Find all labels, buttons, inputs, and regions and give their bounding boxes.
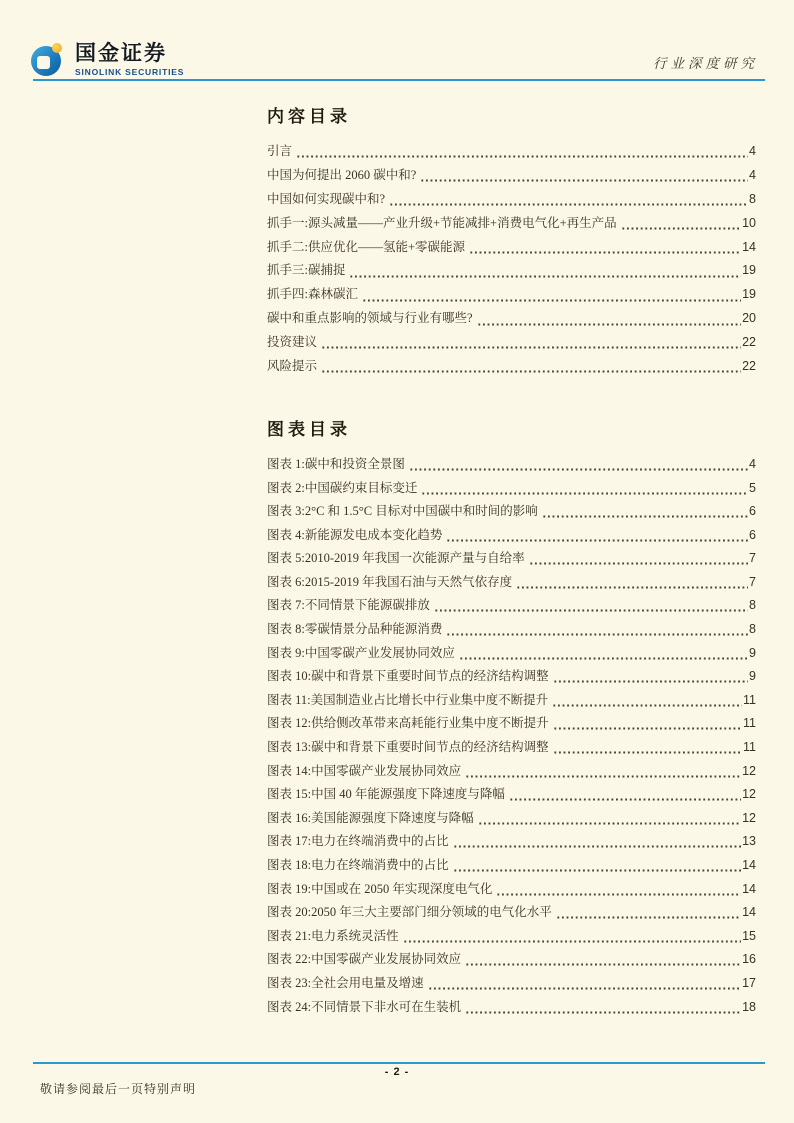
dot-leader <box>496 883 741 897</box>
figure-toc-entry-page: 14 <box>742 905 756 920</box>
dot-leader <box>409 459 748 473</box>
figure-toc-entry[interactable] <box>267 807 756 831</box>
dot-leader <box>556 907 741 921</box>
figure-toc-entry-title: 图表 20:2050 年三大主要部门细分领域的电气化水平 <box>267 905 552 920</box>
figure-toc-entry-page: 12 <box>742 787 756 802</box>
figure-toc-heading: 图表目录 <box>267 419 351 439</box>
footer-divider <box>33 1062 765 1064</box>
figure-toc-entry[interactable] <box>267 571 756 595</box>
page-number: - 2 - <box>384 1066 410 1078</box>
figure-toc-entry[interactable] <box>267 500 756 524</box>
figure-toc-entry[interactable] <box>267 925 756 949</box>
figure-toc-entry[interactable] <box>267 594 756 618</box>
figure-toc-entry-page: 11 <box>743 692 756 707</box>
dot-leader <box>509 789 741 803</box>
dot-leader <box>349 265 741 279</box>
brand-text <box>75 43 184 77</box>
toc-entry[interactable] <box>267 283 756 307</box>
figure-toc-entry[interactable] <box>267 665 756 689</box>
header-divider <box>33 79 765 81</box>
figure-toc-entry-page: 11 <box>743 740 756 755</box>
figure-toc-entry-page: 5 <box>749 480 756 495</box>
figure-toc-entry-page: 11 <box>743 716 756 731</box>
figure-toc-entry-title: 图表 2:中国碳约束目标变迁 <box>267 480 418 495</box>
figure-toc-entry[interactable] <box>267 453 756 477</box>
figure-toc-entry-page: 9 <box>749 669 756 684</box>
figure-toc-entry-title: 图表 22:中国零碳产业发展协同效应 <box>267 952 462 967</box>
toc-entry[interactable] <box>267 259 756 283</box>
toc-entry-title: 抓手一:源头减量——产业升级+节能减排+消费电气化+再生产品 <box>267 215 617 230</box>
dot-leader <box>621 218 741 232</box>
toc-entry[interactable] <box>267 140 756 164</box>
logo-gold-dot <box>52 43 62 53</box>
figure-toc-entry-title: 图表 19:中国或在 2050 年实现深度电气化 <box>267 881 493 896</box>
figure-toc-entry-title: 图表 11:美国制造业占比增长中行业集中度不断提升 <box>267 692 549 707</box>
figure-toc-entry-title: 图表 21:电力系统灵活性 <box>267 928 399 943</box>
figure-toc-entry-title: 图表 12:供给侧改革带来高耗能行业集中度不断提升 <box>267 716 549 731</box>
figure-toc-entry-page: 7 <box>749 551 756 566</box>
dot-leader <box>434 600 748 614</box>
dot-leader <box>477 313 742 327</box>
figure-toc-entry[interactable] <box>267 689 756 713</box>
figure-toc-entry[interactable] <box>267 996 756 1020</box>
figure-toc-entry-title: 图表 4:新能源发电成本变化趋势 <box>267 527 443 542</box>
dot-leader <box>321 361 741 375</box>
figure-toc-entry-title: 图表 24:不同情景下非水可在生装机 <box>267 999 462 1014</box>
footer-disclaimer: 敬请参阅最后一页特别声明 <box>40 1082 197 1096</box>
figure-toc-entry[interactable] <box>267 618 756 642</box>
figure-toc-entry-title: 图表 3:2°C 和 1.5°C 目标对中国碳中和时间的影响 <box>267 504 538 519</box>
toc-entry[interactable] <box>267 355 756 379</box>
toc-entry-title: 中国如何实现碳中和? <box>267 191 386 206</box>
dot-leader <box>446 624 748 638</box>
sinolink-logo-icon <box>31 43 67 77</box>
toc-entry[interactable] <box>267 307 756 331</box>
figure-toc-entry-title: 图表 16:美国能源强度下降速度与降幅 <box>267 810 474 825</box>
figure-toc-entry-page: 16 <box>742 952 756 967</box>
figure-toc-entry-title: 图表 10:碳中和背景下重要时间节点的经济结构调整 <box>267 669 549 684</box>
dot-leader <box>421 482 748 496</box>
figure-toc-list <box>267 453 756 1019</box>
figure-toc-section <box>267 415 756 1019</box>
toc-entry-page: 14 <box>742 239 756 254</box>
toc-entry-page: 22 <box>742 359 756 374</box>
dot-leader <box>553 671 748 685</box>
dot-leader <box>453 836 741 850</box>
figure-toc-entry-page: 13 <box>742 834 756 849</box>
dot-leader <box>465 954 741 968</box>
figure-toc-entry-title: 图表 7:不同情景下能源碳排放 <box>267 598 430 613</box>
figure-toc-entry[interactable] <box>267 948 756 972</box>
figure-toc-entry-page: 12 <box>742 763 756 778</box>
figure-toc-entry-title: 图表 1:碳中和投资全景图 <box>267 456 405 471</box>
dot-leader <box>516 576 748 590</box>
toc-entry-page: 19 <box>742 287 756 302</box>
toc-entry-title: 抓手三:碳捕捉 <box>267 263 346 278</box>
figure-toc-entry-title: 图表 8:零碳情景分品种能源消费 <box>267 622 443 637</box>
figure-toc-entry-page: 18 <box>742 999 756 1014</box>
figure-toc-entry-page: 6 <box>749 504 756 519</box>
dot-leader <box>428 978 741 992</box>
figure-toc-entry-title: 图表 17:电力在终端消费中的占比 <box>267 834 449 849</box>
toc-entry[interactable] <box>267 212 756 236</box>
figure-toc-entry-page: 9 <box>749 645 756 660</box>
figure-toc-entry[interactable] <box>267 760 756 784</box>
figure-toc-entry-page: 17 <box>742 975 756 990</box>
dot-leader <box>321 337 741 351</box>
brand-logo <box>31 43 184 77</box>
content-toc-list <box>267 140 756 379</box>
figure-toc-entry-page: 6 <box>749 527 756 542</box>
dot-leader <box>553 742 742 756</box>
toc-entry-page: 10 <box>742 215 756 230</box>
toc-entry-page: 22 <box>742 335 756 350</box>
figure-toc-entry[interactable] <box>267 972 756 996</box>
figure-toc-entry-page: 4 <box>749 456 756 471</box>
dot-leader <box>465 1001 741 1015</box>
dot-leader <box>459 647 748 661</box>
dot-leader <box>446 529 748 543</box>
toc-column <box>267 102 756 1019</box>
figure-toc-entry[interactable] <box>267 854 756 878</box>
dot-leader <box>296 146 748 160</box>
toc-entry-title: 中国为何提出 2060 碳中和? <box>267 167 417 182</box>
content-toc-section <box>267 102 756 379</box>
figure-toc-entry-title: 图表 9:中国零碳产业发展协同效应 <box>267 645 455 660</box>
dot-leader <box>478 812 741 826</box>
dot-leader <box>362 289 741 303</box>
toc-entry-page: 19 <box>742 263 756 278</box>
figure-toc-entry-page: 7 <box>749 574 756 589</box>
brand-name-en: SINOLINK SECURITIES <box>75 67 185 77</box>
figure-toc-entry-page: 15 <box>742 928 756 943</box>
dot-leader <box>465 765 741 779</box>
figure-toc-entry[interactable] <box>267 524 756 548</box>
dot-leader <box>389 194 748 208</box>
figure-toc-entry-title: 图表 6:2015-2019 年我国石油与天然气依存度 <box>267 574 513 589</box>
toc-entry-title: 抓手四:森林碳汇 <box>267 287 358 302</box>
toc-entry[interactable] <box>267 164 756 188</box>
figure-toc-entry[interactable] <box>267 642 756 666</box>
figure-toc-entry-page: 14 <box>742 858 756 872</box>
figure-toc-entry-title: 图表 5:2010-2019 年我国一次能源产量与自给率 <box>267 551 525 566</box>
figure-toc-entry[interactable] <box>267 830 756 854</box>
figure-toc-entry[interactable] <box>267 783 756 807</box>
figure-toc-entry-title: 图表 18:电力在终端消费中的占比 <box>267 858 449 872</box>
figure-toc-entry-page: 14 <box>742 881 756 896</box>
figure-toc-entry[interactable] <box>267 547 756 571</box>
content-toc-heading: 内容目录 <box>267 107 351 126</box>
figure-toc-entry[interactable] <box>267 736 756 760</box>
toc-entry[interactable] <box>267 236 756 260</box>
toc-entry-page: 20 <box>742 311 756 326</box>
toc-entry-title: 碳中和重点影响的领域与行业有哪些? <box>267 311 473 326</box>
toc-entry-page: 4 <box>749 144 756 158</box>
dot-leader <box>403 930 741 944</box>
figure-toc-entry-page: 12 <box>742 810 756 825</box>
dot-leader <box>542 506 748 520</box>
report-type-label: 行业深度研究 <box>653 56 758 71</box>
toc-entry-title: 抓手二:供应优化——氢能+零碳能源 <box>267 239 466 254</box>
toc-entry[interactable] <box>267 331 756 355</box>
toc-entry-page: 8 <box>749 191 756 206</box>
toc-entry-title: 投资建议 <box>267 335 318 350</box>
toc-entry[interactable] <box>267 188 756 212</box>
logo-notch <box>37 56 50 69</box>
figure-toc-entry-title: 图表 23:全社会用电量及增速 <box>267 975 424 990</box>
dot-leader <box>453 860 741 874</box>
dot-leader <box>529 553 748 567</box>
figure-toc-entry-title: 图表 13:碳中和背景下重要时间节点的经济结构调整 <box>267 740 549 755</box>
dot-leader <box>552 694 742 708</box>
figure-toc-entry[interactable] <box>267 878 756 902</box>
figure-toc-entry[interactable] <box>267 477 756 501</box>
toc-entry-page: 4 <box>749 167 756 182</box>
figure-toc-entry[interactable] <box>267 712 756 736</box>
dot-leader <box>553 718 742 732</box>
figure-toc-entry[interactable] <box>267 901 756 925</box>
figure-toc-entry-page: 8 <box>749 622 756 637</box>
dot-leader <box>469 241 741 255</box>
toc-entry-title: 风险提示 <box>267 359 318 374</box>
figure-toc-entry-title: 图表 15:中国 40 年能源强度下降速度与降幅 <box>267 787 505 802</box>
figure-toc-entry-title: 图表 14:中国零碳产业发展协同效应 <box>267 763 462 778</box>
figure-toc-entry-page: 8 <box>749 598 756 613</box>
toc-entry-title: 引言 <box>267 144 293 158</box>
brand-name-cn: 国金证券 <box>75 42 167 65</box>
dot-leader <box>420 170 748 184</box>
